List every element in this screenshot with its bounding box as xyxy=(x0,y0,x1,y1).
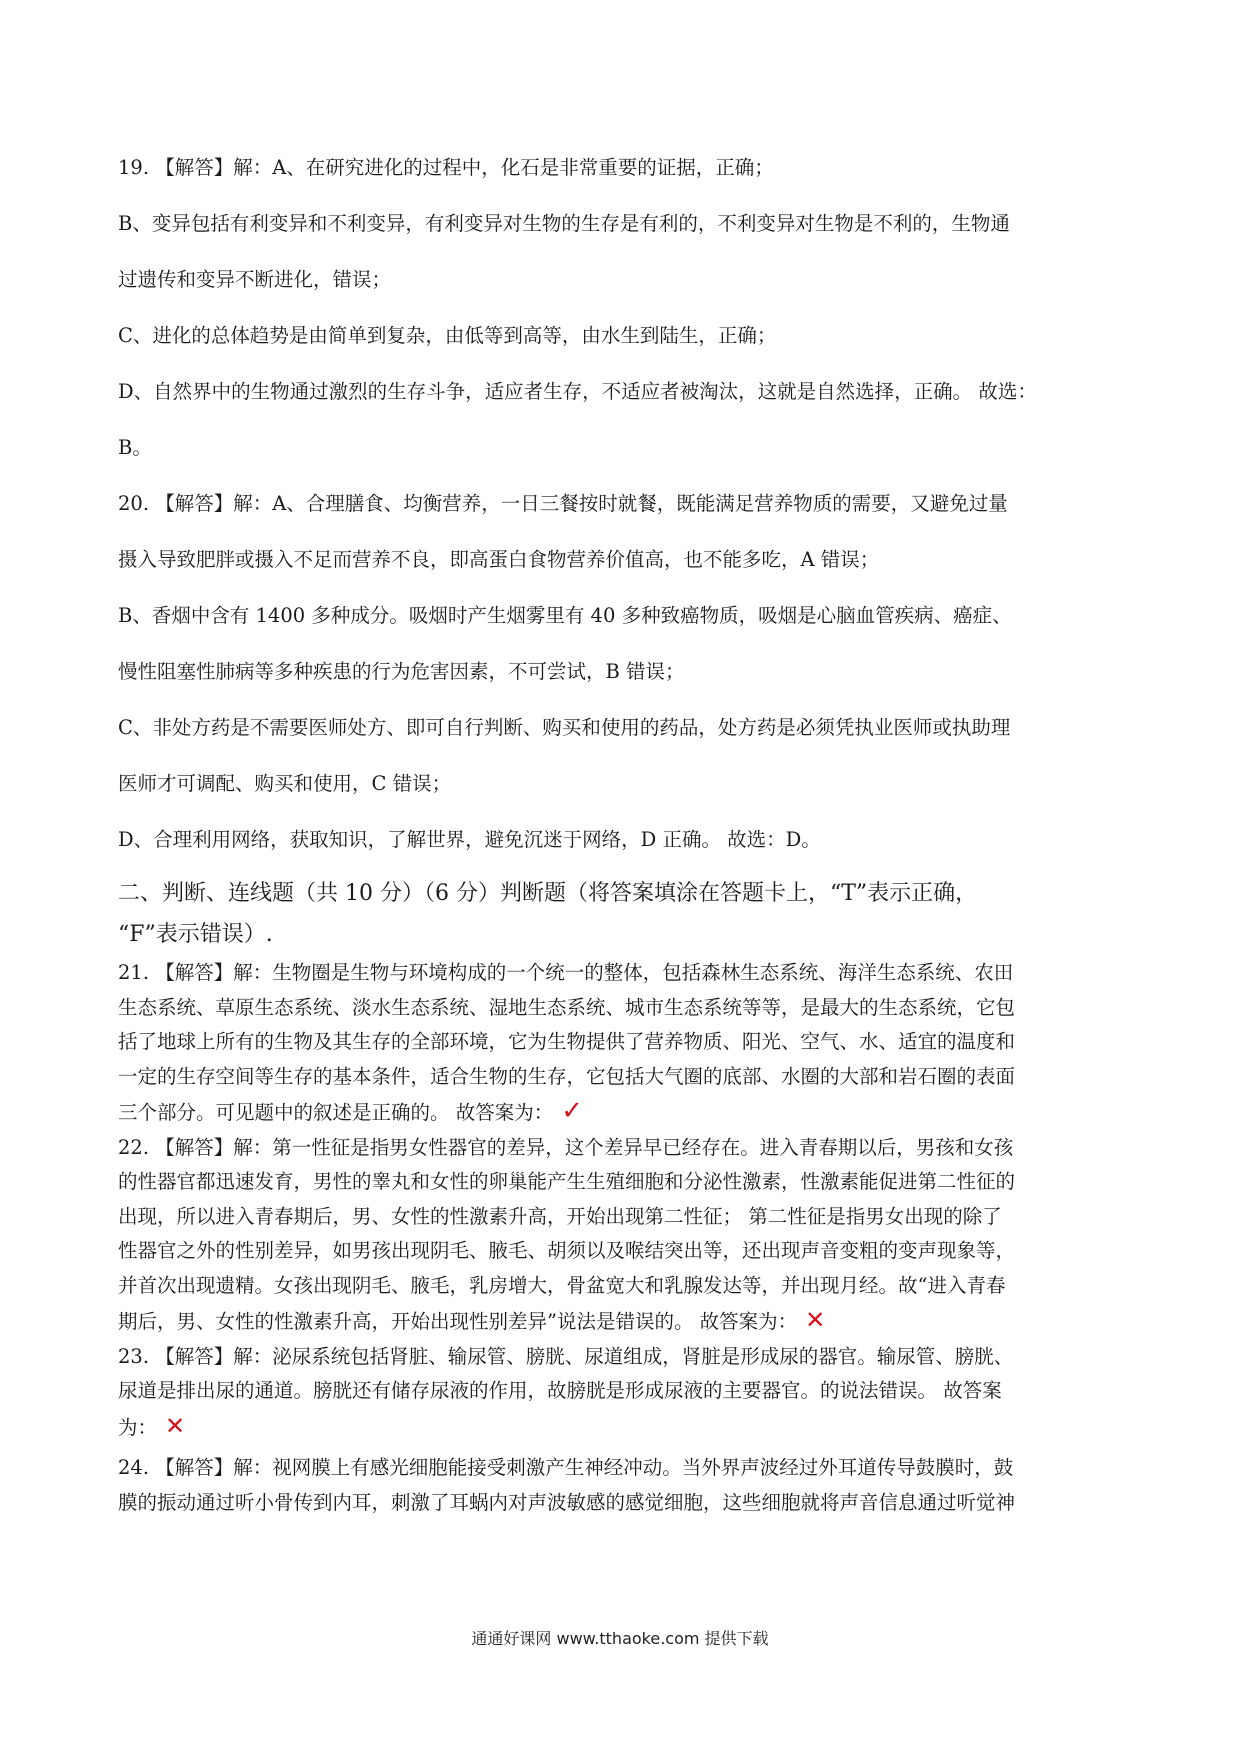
section-heading-line: “F”表示错误）. xyxy=(118,922,273,947)
answer-22 xyxy=(118,1131,1128,1340)
answer-21-text: 三个部分。可见题中的叙述是正确的。 故答案为： xyxy=(118,1101,554,1124)
answer-19 xyxy=(118,140,1128,476)
answer-21-line: 生态系统、草原生态系统、淡水生态系统、湿地生态系统、城市生态系统等等，是最大的生态系统，它包 xyxy=(118,995,1016,1019)
answer-22-line: 的性器官都迅速发育，男性的睾丸和女性的卵巢能产生生殖细胞和分泌性激素，性激素能促进第二性征的 xyxy=(118,1170,1016,1193)
answer-20-line: 摄入导致肥胖或摄入不足而营养不良，即高蛋白食物营养价值高，也不能多吃，A 错误； xyxy=(118,548,880,571)
answer-19-line: 过遗传和变异不断进化，错误； xyxy=(118,268,392,291)
answer-22-line: 并首次出现遗精。女孩出现阴毛、腋毛，乳房增大，骨盆宽大和乳腺发达等，并出现月经。故“进入青春 xyxy=(118,1273,1006,1297)
answer-22-line: 22. 【解答】解：第一性征是指男女性器官的差异，这个差异早已经存在。进入青春期以后，男孩和女孩 xyxy=(118,1135,1014,1159)
cross-mark-icon: ✕ xyxy=(805,1306,826,1334)
answer-23-last-line xyxy=(118,1409,1128,1446)
answer-22-last-line xyxy=(118,1303,1128,1340)
answer-22-line: 性器官之外的性别差异，如男孩出现阴毛、腋毛、胡须以及喉结突出等，还出现声音变粗的变声现象等， xyxy=(118,1239,1016,1262)
answer-20-line: 20. 【解答】解：A、合理膳食、均衡营养，一日三餐按时就餐，既能满足营养物质的需要，又避免过量 xyxy=(118,492,1008,515)
answer-20-line: D、合理利用网络，获取知识，了解世界，避免沉迷于网络，D 正确。 故选：D。 xyxy=(118,828,821,851)
answer-20-line: 医师才可调配、购买和使用，C 错误； xyxy=(118,772,452,795)
answer-19-line: 19. 【解答】解：A、在研究进化的过程中，化石是非常重要的证据，正确； xyxy=(118,156,774,179)
answer-24 xyxy=(118,1451,1128,1520)
cross-mark-icon: ✕ xyxy=(165,1411,186,1440)
answer-22-line: 出现，所以进入青春期后，男、女性的性激素升高，开始出现第二性征； 第二性征是指男女出现的除了 xyxy=(118,1204,1002,1228)
document-page xyxy=(118,140,1128,1520)
answer-23 xyxy=(118,1340,1128,1446)
answer-19-line: C、进化的总体趋势是由简单到复杂，由低等到高等，由水生到陆生，正确； xyxy=(118,324,777,347)
answer-21-line: 一定的生存空间等生存的基本条件，适合生物的生存，它包括大气圈的底部、水圈的大部和岩石圈的表面 xyxy=(118,1064,1016,1088)
page-footer: 通通好课网 www.tthaoke.com 提供下载 xyxy=(471,1629,769,1648)
answer-21-last-line xyxy=(118,1094,1128,1131)
check-mark-icon: ✓ xyxy=(561,1096,583,1126)
answer-23-text: 为： xyxy=(118,1415,158,1439)
answer-20-line: B、香烟中含有 1400 多种成分。吸烟时产生烟雾里有 40 多种致癌物质，吸烟是心脑血管疾病、癌症、 xyxy=(118,604,1012,627)
section-2-heading xyxy=(118,868,1128,950)
answer-22-text: 期后，男、女性的性激素升高，开始出现性别差异”说法是错误的。 故答案为： xyxy=(118,1310,798,1333)
answer-23-line: 尿道是排出尿的通道。膀胱还有储存尿液的作用，故膀胱是形成尿液的主要器官。的说法错误。 故答案 xyxy=(118,1379,1002,1402)
answer-21 xyxy=(118,956,1128,1131)
answer-19-line: D、自然界中的生物通过激烈的生存斗争，适应者生存，不适应者被淘汰，这就是自然选择，正确。 故选： xyxy=(118,380,1037,403)
answer-24-line: 膜的振动通过听小骨传到内耳，刺激了耳蜗内对声波敏感的感觉细胞，这些细胞就将声音信息通过听觉神 xyxy=(118,1490,1016,1514)
answer-24-line: 24. 【解答】解：视网膜上有感光细胞能接受刺激产生神经冲动。当外界声波经过外耳道传导鼓膜时，鼓 xyxy=(118,1456,1014,1479)
answer-19-line: B、变异包括有利变异和不利变异，有利变异对生物的生存是有利的，不利变异对生物是不利的，生物通 xyxy=(118,212,1010,235)
answer-20-line: C、非处方药是不需要医师处方、即可自行判断、购买和使用的药品，处方药是必须凭执业医师或执助理 xyxy=(118,716,1011,739)
answer-20 xyxy=(118,476,1128,868)
answer-21-line: 括了地球上所有的生物及其生存的全部环境，它为生物提供了营养物质、阳光、空气、水、适宜的温度和 xyxy=(118,1030,1016,1053)
section-heading-line: 二、判断、连线题（共 10 分）（6 分）判断题（将答案填涂在答题卡上，“T”表示正确， xyxy=(118,881,978,906)
answer-21-line: 21. 【解答】解：生物圈是生物与环境构成的一个统一的整体，包括森林生态系统、海洋生态系统、农田 xyxy=(118,961,1014,984)
answer-20-line: 慢性阻塞性肺病等多种疾患的行为危害因素，不可尝试，B 错误； xyxy=(118,660,685,683)
answer-19-line: B。 xyxy=(118,436,152,459)
answer-23-line: 23. 【解答】解：泌尿系统包括肾脏、输尿管、膀胱、尿道组成，肾脏是形成尿的器官。输尿管、膀胱、 xyxy=(118,1344,1014,1368)
